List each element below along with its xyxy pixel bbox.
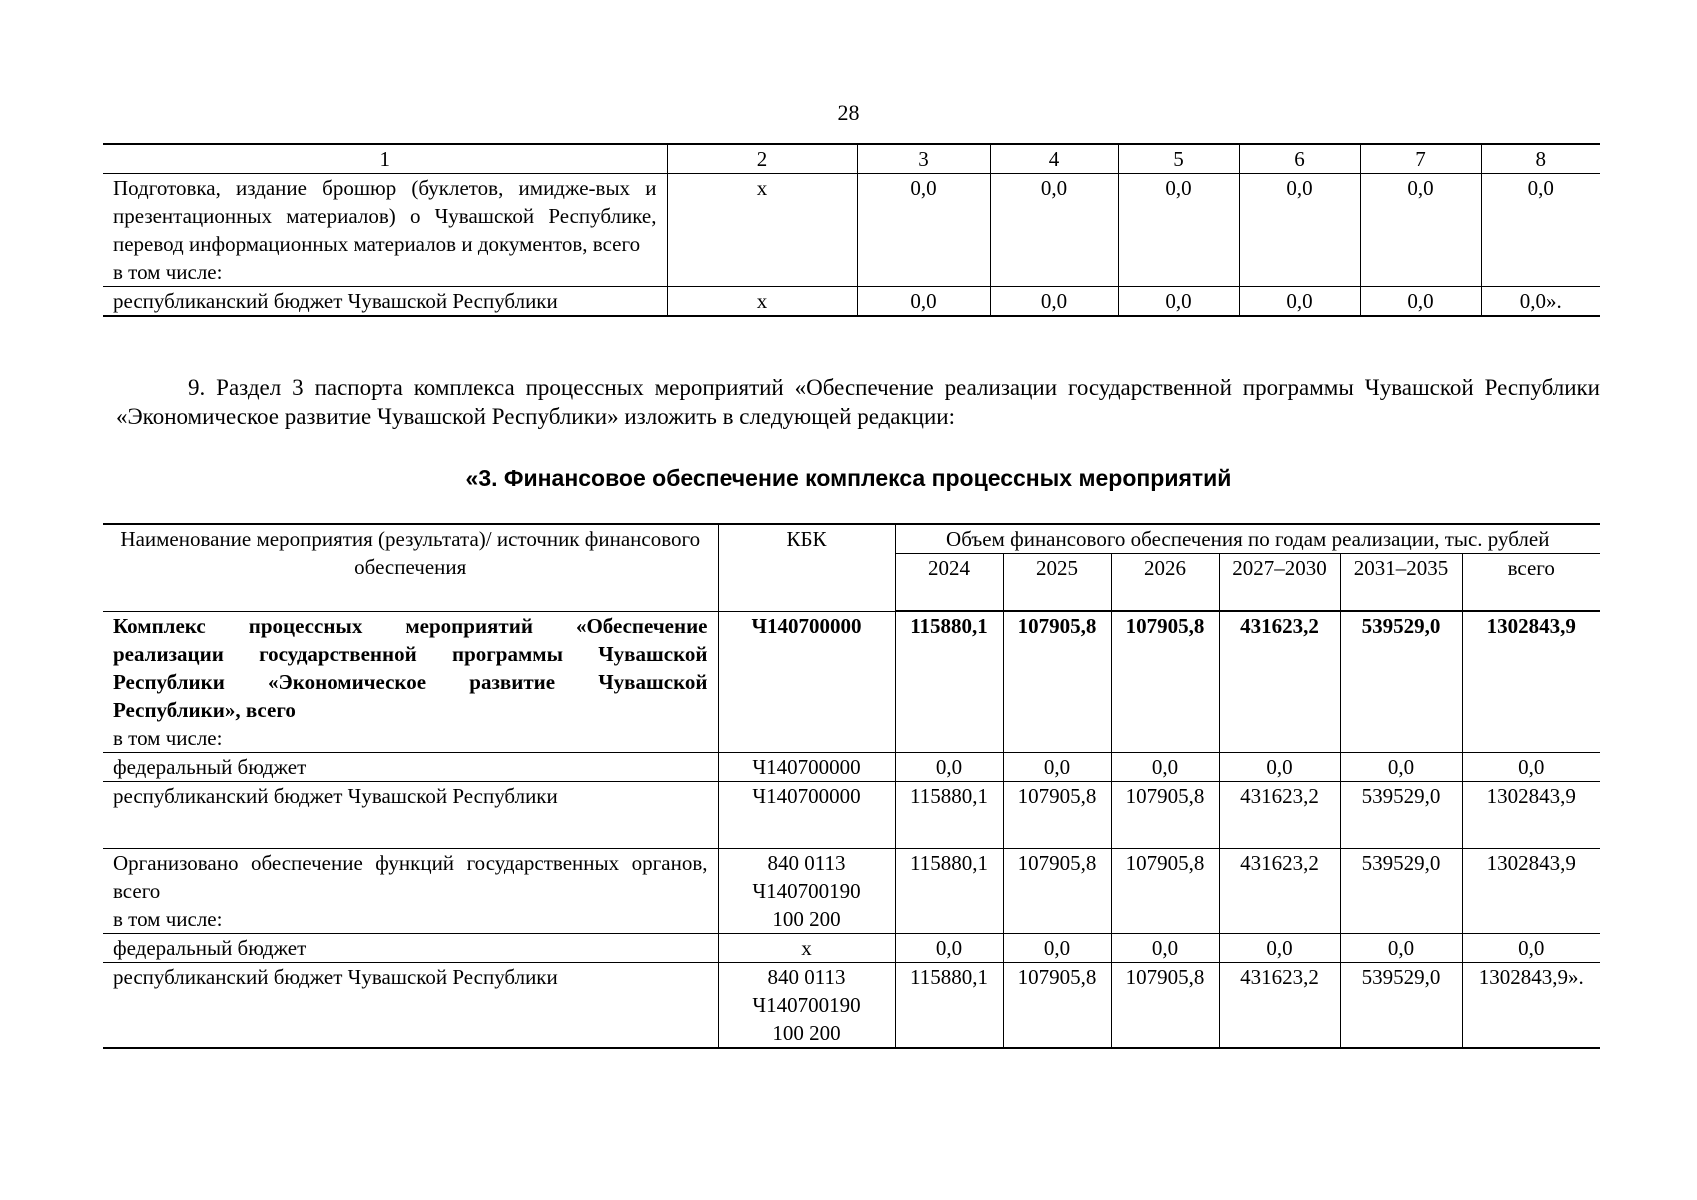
value-cell: 0,0 — [1462, 752, 1600, 781]
value-cell: 0,0 — [1360, 174, 1481, 287]
value-cell: 0,0». — [1481, 287, 1600, 317]
row-name: федеральный бюджет — [103, 752, 718, 781]
value-cell: 431623,2 — [1219, 611, 1340, 752]
value-cell: 0,0 — [1111, 933, 1219, 962]
column-header-kbk: КБК — [718, 524, 895, 611]
kbk-cell: Ч140700000 — [718, 611, 895, 752]
value-cell: 115880,1 — [895, 781, 1003, 848]
year-header: 2026 — [1111, 554, 1219, 612]
value-cell: 539529,0 — [1340, 611, 1462, 752]
kbk-line: 100 200 — [772, 906, 841, 931]
value-cell: 0,0 — [1118, 287, 1239, 317]
value-cell: 539529,0 — [1340, 962, 1462, 1048]
value-cell: 431623,2 — [1219, 848, 1340, 933]
row-subtitle: в том числе: — [113, 906, 223, 931]
kbk-line: 100 200 — [772, 1020, 841, 1045]
kbk-line: 840 0113 — [767, 850, 846, 875]
table-row — [103, 752, 1600, 781]
row-name-cell — [103, 611, 718, 752]
value-cell: 1302843,9 — [1462, 781, 1600, 848]
value-cell: 539529,0 — [1340, 848, 1462, 933]
t1-header-4: 4 — [990, 144, 1118, 174]
table-row — [103, 174, 1600, 287]
value-cell: 0,0 — [1239, 287, 1360, 317]
value-cell: 0,0 — [1111, 752, 1219, 781]
kbk-cell: х — [667, 174, 857, 287]
value-cell: 0,0 — [1239, 174, 1360, 287]
value-cell: 115880,1 — [895, 962, 1003, 1048]
value-cell: 0,0 — [1360, 287, 1481, 317]
year-header: 2031–2035 — [1340, 554, 1462, 612]
column-header-volume: Объем финансового обеспечения по годам реализации, тыс. рублей — [895, 524, 1600, 554]
table-row — [103, 781, 1600, 848]
year-header: 2024 — [895, 554, 1003, 612]
kbk-cell — [718, 962, 895, 1048]
t1-header-1: 1 — [103, 144, 667, 174]
value-cell: 107905,8 — [1111, 848, 1219, 933]
kbk-cell — [718, 848, 895, 933]
kbk-line: Ч140700190 — [752, 992, 861, 1017]
row-name: федеральный бюджет — [103, 933, 718, 962]
table-row — [103, 611, 1600, 752]
value-cell: 0,0 — [990, 287, 1118, 317]
value-cell: 0,0 — [1481, 174, 1600, 287]
t1-header-7: 7 — [1360, 144, 1481, 174]
year-header: 2025 — [1003, 554, 1111, 612]
kbk-line: Ч140700190 — [752, 878, 861, 903]
value-cell: 0,0 — [857, 287, 990, 317]
value-cell: 431623,2 — [1219, 962, 1340, 1048]
value-cell: 1302843,9 — [1462, 848, 1600, 933]
row-subtitle: в том числе: — [113, 725, 223, 750]
row-name: республиканский бюджет Чувашской Республики — [103, 781, 718, 848]
kbk-cell: Ч140700000 — [718, 752, 895, 781]
t1-header-2: 2 — [667, 144, 857, 174]
value-cell: 0,0 — [1219, 933, 1340, 962]
value-cell: 107905,8 — [1003, 848, 1111, 933]
page-number: 28 — [837, 100, 860, 125]
column-header-name: Наименование мероприятия (результата)/ источник финансового обеспечения — [103, 524, 718, 611]
t1-header-5: 5 — [1118, 144, 1239, 174]
kbk-cell: Ч140700000 — [718, 781, 895, 848]
table-row — [103, 848, 1600, 933]
t1-header-6: 6 — [1239, 144, 1360, 174]
year-header: 2027–2030 — [1219, 554, 1340, 612]
value-cell: 0,0 — [1003, 933, 1111, 962]
row-name: республиканский бюджет Чувашской Республики — [103, 962, 718, 1048]
value-cell: 107905,8 — [1111, 611, 1219, 752]
value-cell: 0,0 — [1340, 933, 1462, 962]
value-cell: 539529,0 — [1340, 781, 1462, 848]
row-name: Комплекс процессных мероприятий «Обеспечение реализации государственной программы Чувашской Республики «Экономическое развитие Чувашской Республики», всего — [113, 613, 708, 722]
row-name-cell — [103, 848, 718, 933]
body-paragraph: 9. Раздел 3 паспорта комплекса процессных мероприятий «Обеспечение реализации государственной программы Чувашской Республики «Экономическое развитие Чувашской Республики» изложить в следующей редакции: — [116, 375, 1600, 429]
t1-header-3: 3 — [857, 144, 990, 174]
section-heading: «3. Финансовое обеспечение комплекса процессных мероприятий — [465, 465, 1232, 491]
value-cell: 0,0 — [895, 752, 1003, 781]
year-header: всего — [1462, 554, 1600, 612]
value-cell: 0,0 — [1219, 752, 1340, 781]
value-cell: 0,0 — [990, 174, 1118, 287]
kbk-cell: х — [718, 933, 895, 962]
table-row — [103, 287, 1600, 317]
table-row — [103, 962, 1600, 1048]
value-cell: 115880,1 — [895, 611, 1003, 752]
row-name: Организовано обеспечение функций государственных органов, всего — [113, 850, 708, 903]
value-cell: 107905,8 — [1003, 962, 1111, 1048]
row-name: республиканский бюджет Чувашской Республики — [103, 287, 667, 317]
value-cell: 0,0 — [1462, 933, 1600, 962]
value-cell: 0,0 — [1340, 752, 1462, 781]
value-cell: 107905,8 — [1111, 962, 1219, 1048]
value-cell: 0,0 — [1118, 174, 1239, 287]
value-cell: 1302843,9 — [1462, 611, 1600, 752]
kbk-cell: х — [667, 287, 857, 317]
value-cell: 431623,2 — [1219, 781, 1340, 848]
value-cell: 1302843,9». — [1462, 962, 1600, 1048]
table-2 — [103, 523, 1600, 1049]
value-cell: 115880,1 — [895, 848, 1003, 933]
table-2-header-row — [103, 524, 1600, 554]
row-name: Подготовка, издание брошюр (буклетов, имидже-вых и презентационных материалов) о Чувашской Республике, перевод информационных материалов и документов, всего — [113, 176, 657, 256]
value-cell: 107905,8 — [1003, 781, 1111, 848]
row-name-cell — [103, 174, 667, 287]
row-subtitle: в том числе: — [113, 260, 223, 284]
value-cell: 107905,8 — [1003, 611, 1111, 752]
kbk-line: 840 0113 — [767, 964, 846, 989]
table-1 — [103, 143, 1600, 317]
table-1-header-row — [103, 144, 1600, 174]
value-cell: 0,0 — [895, 933, 1003, 962]
t1-header-8: 8 — [1481, 144, 1600, 174]
table-row — [103, 933, 1600, 962]
value-cell: 107905,8 — [1111, 781, 1219, 848]
value-cell: 0,0 — [857, 174, 990, 287]
value-cell: 0,0 — [1003, 752, 1111, 781]
